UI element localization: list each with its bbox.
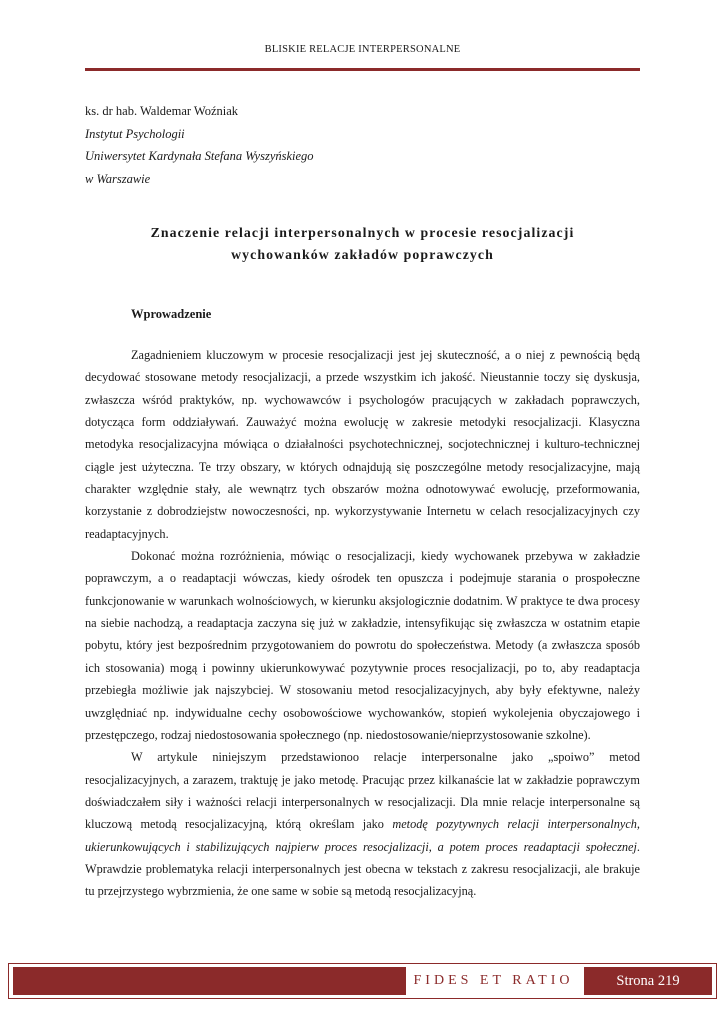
article-title [85,222,640,265]
author-institute: Instytut Psychologii [85,126,185,141]
paragraph-1: Zagadnieniem kluczowym w procesie resocjalizacji jest jej skuteczność, a o niej z pewnością będą decydować stosowane metody resocjalizacji, a przede wszystkim ich jakość. Nieustannie toczy się dyskusja, zwłaszcza wśród praktyków, np. wychowawców i psychologów pracujących w zakładach poprawczych, dotycząca form oddziaływań. Zauważyć można ewolucję w zakresie metodyki resocjalizacji. Klasyczna metodyka resocjalizacyjna mówiąca o działalności psychotechnicznej, socjotechnicznej i kulturo-technicznej ciągle jest użyteczna. Te trzy obszary, w których odnajdują się poszczególne metody resocjalizacyjne, mają charakter względnie stały, ale wewnątrz tych obszarów można odnotowywać ewolucję, przeformowania, korzystanie z dobrodziejstw nowoczesności, np. wykorzystywanie Internetu w celach resocjalizacyjnych czy readaptacyjnych. [85,348,640,541]
article-title-line-1: Znaczenie relacji interpersonalnych w procesie resocjalizacji [150,225,575,240]
paragraph-3-start: W artykule niniejszym przedstawionoo relacje interpersonalne jako „spoiwo” metod resocjalizacyjnych, a zarazem, traktuję je jako metodę. Pracując przez kilkanaście lat w zakładzie poprawczym doświadczałem siły i ważności relacji interpersonalnych w resocjalizacji. Dla mnie relacje interpersonalne są kluczową metodą resocjalizacyjną, którą określam jako [85,750,640,832]
author-name: ks. dr hab. Waldemar Woźniak [85,104,239,118]
body-text [85,344,640,903]
author-university: Uniwersytet Kardynała Stefana Wyszyńskiego [85,149,314,164]
journal-name: FIDES ET RATIO [406,967,581,995]
paragraph-3 [85,746,640,902]
author-block [85,100,314,190]
paragraph-3-italic: metodę pozytywnych relacji interpersonalnych, ukierunkowujących i stabilizujących najpierw proces resocjalizacji, a potem proces readaptacji społecznej [85,817,640,854]
header-rule [85,68,640,71]
page-footer [8,963,717,999]
author-city: w Warszawie [85,171,151,186]
article-title-line-2: wychowanków zakładów poprawczych [231,246,494,262]
paragraph-3-end: . Wprawdzie problematyka relacji interpersonalnych jest obecna w tekstach z zakresu resocjalizacji, ale brakuje tu przejrzystego wybrzmienia, że one same w sobie są metodą resocjalizacyjną. [85,839,640,899]
page-number: Strona 219 [584,967,712,995]
paragraph-2: Dokonać można rozróżnienia, mówiąc o resocjalizacji, kiedy wychowanek przebywa w zakładzie poprawczym, a o readaptacji wówczas, kiedy ośrodek ten opuszcza i podejmuje starania o prospołeczne funkcjonowanie w warunkach wolnościowych, w kierunku aksjologicznie dodatnim. W praktyce te dwa procesy na siebie nachodzą, a readaptacja zaczyna się już w zakładzie, intensyfikując się zwłaszcza w ostatnim etapie pobytu, który jest bezpośrednim przygotowaniem do powrotu do społeczeństwa. Metody (a zwłaszcza sposób ich stosowania) mogą i powinny ukierunkowywać pozytywnie proces resocjalizacji, po to, aby readaptacja przebiegła możliwie jak najszybciej. W stosowaniu metod resocjalizacyjnych, aby były efektywne, należy uwzględniać np. indywidualne cechy osobowościowe wychowanków, stopień wykolejenia obyczajowego i przestępczego, rodzaj niedostosowania społecznego (np. niedostosowanie/nieprzystosowanie szkolne). [85,549,640,742]
running-header: BLISKIE RELACJE INTERPERSONALNE [264,44,461,55]
section-heading: Wprowadzenie [131,307,212,321]
footer-band [13,967,581,995]
